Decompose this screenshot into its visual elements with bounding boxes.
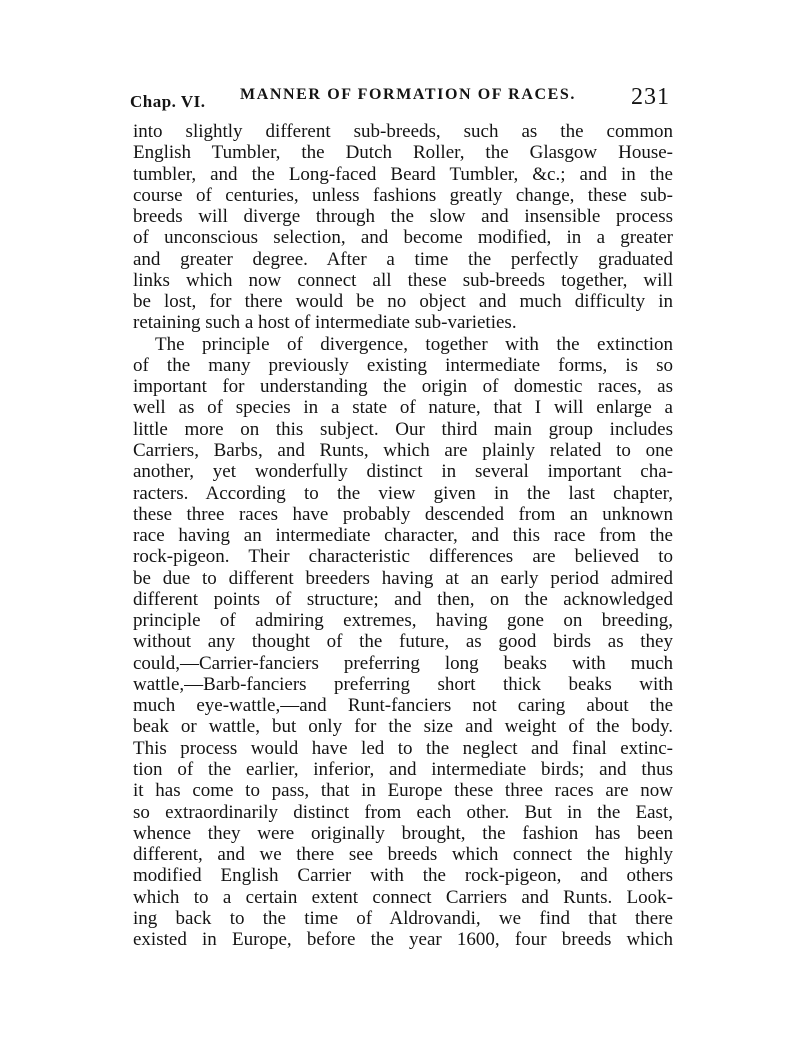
text-line: modified English Carrier with the rock-pigeon, and others bbox=[133, 865, 673, 887]
text-line: English Tumbler, the Dutch Roller, the Glasgow House- bbox=[133, 142, 673, 164]
text-line: of the many previously existing intermediate forms, is so bbox=[133, 354, 673, 376]
text-line: different, and we there see breeds which connect the highly bbox=[133, 844, 673, 866]
running-title: MANNER OF FORMATION OF RACES. bbox=[240, 86, 577, 103]
text-line: could,—Carrier-fanciers preferring long beaks with much bbox=[133, 652, 673, 674]
running-header bbox=[130, 84, 670, 114]
text-line: so extraordinarily distinct from each other. But in the East, bbox=[133, 801, 673, 823]
text-line: and greater degree. After a time the perfectly graduated bbox=[133, 248, 673, 270]
text-line: be lost, for there would be no object and much difficulty in bbox=[133, 291, 673, 313]
text-line: wattle,—Barb-fanciers preferring short thick beaks with bbox=[133, 673, 673, 695]
text-line: of unconscious selection, and become modified, in a greater bbox=[133, 227, 673, 249]
text-line: into slightly different sub-breeds, such as the common bbox=[133, 121, 673, 142]
text-line: these three races have probably descended from an unknown bbox=[133, 503, 673, 525]
text-line: rock-pigeon. Their characteristic differences are believed to bbox=[133, 546, 673, 568]
text-line: much eye-wattle,—and Runt-fanciers not caring about the bbox=[133, 695, 673, 717]
text-line: which to a certain extent connect Carriers and Runts. Look- bbox=[133, 886, 673, 908]
text-line: tumbler, and the Long-faced Beard Tumbler, &c.; and in the bbox=[133, 163, 673, 185]
text-line: breeds will diverge through the slow and insensible process bbox=[133, 206, 673, 228]
text-line: be due to different breeders having at an early period admired bbox=[133, 567, 673, 589]
paragraph-end-line: retaining such a host of intermediate sub-varieties. bbox=[133, 312, 517, 334]
text-line: it has come to pass, that in Europe these three races are now bbox=[133, 780, 673, 802]
text-line: This process would have led to the neglect and final extinc- bbox=[133, 737, 673, 759]
chapter-label: Chap. VI. bbox=[130, 92, 206, 111]
body-text bbox=[133, 121, 673, 950]
text-line: little more on this subject. Our third main group includes bbox=[133, 418, 673, 440]
text-line: links which now connect all these sub-breeds together, will bbox=[133, 269, 673, 291]
text-line: principle of admiring extremes, having gone on breeding, bbox=[133, 610, 673, 632]
text-line: ing back to the time of Aldrovandi, we find that there bbox=[133, 907, 673, 929]
page-number: 231 bbox=[631, 84, 670, 110]
text-line: another, yet wonderfully distinct in several important cha- bbox=[133, 461, 673, 483]
text-line: important for understanding the origin of domestic races, as bbox=[133, 376, 673, 398]
text-line: Carriers, Barbs, and Runts, which are plainly related to one bbox=[133, 439, 673, 461]
text-line: well as of species in a state of nature, that I will enlarge a bbox=[133, 397, 673, 419]
text-line: race having an intermediate character, and this race from the bbox=[133, 525, 673, 547]
text-line: whence they were originally brought, the fashion has been bbox=[133, 822, 673, 844]
text-line: tion of the earlier, inferior, and intermediate birds; and thus bbox=[133, 758, 673, 780]
text-line: course of centuries, unless fashions greatly change, these sub- bbox=[133, 184, 673, 206]
text-line: existed in Europe, before the year 1600, four breeds which bbox=[133, 929, 673, 951]
text-line: without any thought of the future, as good birds as they bbox=[133, 631, 673, 653]
text-line: different points of structure; and then, on the acknowledged bbox=[133, 588, 673, 610]
paragraph-start-line: The principle of divergence, together with the extinction bbox=[155, 333, 673, 355]
text-line: racters. According to the view given in the last chapter, bbox=[133, 482, 673, 504]
text-line: beak or wattle, but only for the size and weight of the body. bbox=[133, 716, 673, 738]
